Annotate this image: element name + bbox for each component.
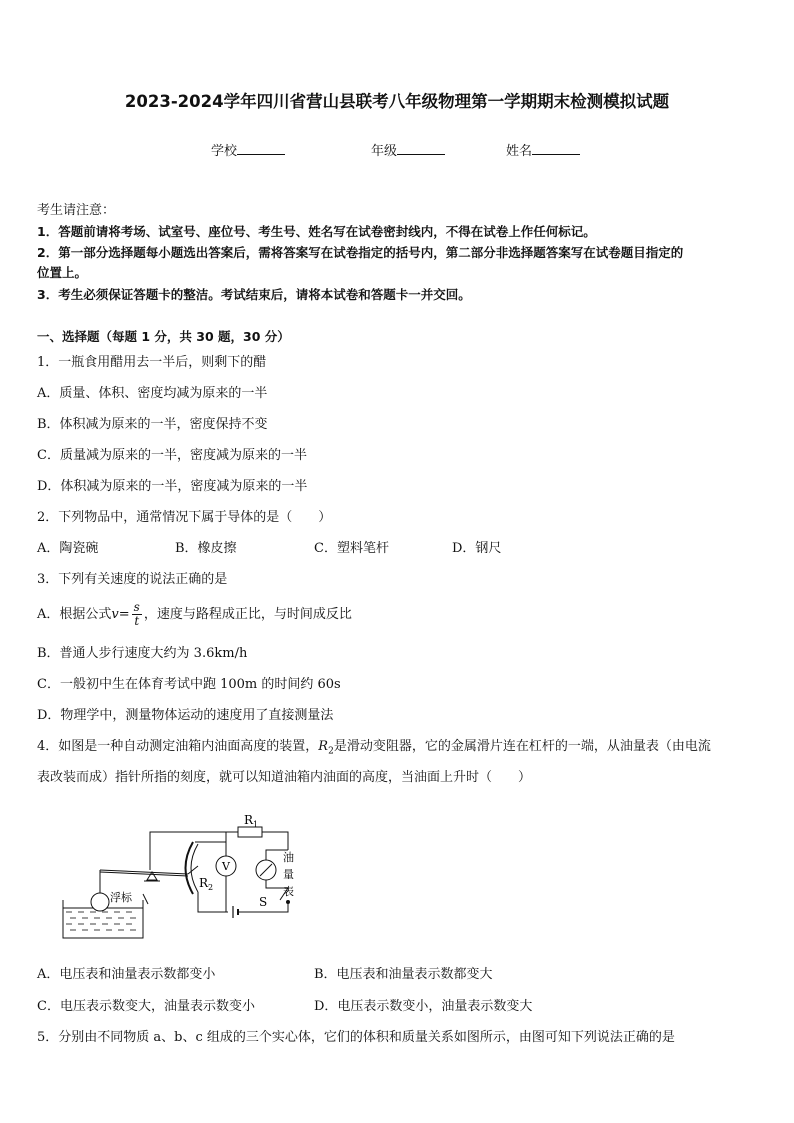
section-heading: 一、选择题（每题 1 分，共 30 题，30 分） [37, 329, 290, 344]
oil-hatching [66, 912, 136, 930]
formula-v: v [111, 607, 119, 622]
lever [100, 870, 188, 874]
gauge-label-1: 油 [283, 851, 294, 864]
slider-contact [188, 866, 198, 874]
q3-option-a-suffix: ，速度与路程成正比，与时间成反比 [143, 607, 352, 622]
wire-bottom-left [198, 892, 228, 912]
q1-option-a: A．质量、体积、密度均减为原来的一半 [37, 386, 268, 401]
q2-option-b: B．橡皮擦 [175, 541, 237, 556]
q4-option-d: D．电压表示数变小，油量表示数变大 [314, 999, 533, 1014]
q4-r2-subscript: 2 [328, 746, 334, 757]
grade-field [371, 140, 445, 159]
name-field [506, 140, 580, 159]
q1-option-b: B．体积减为原来的一半，密度保持不变 [37, 417, 268, 432]
r1-label: $R_1$ [244, 813, 259, 829]
q3-option-c: C．一般初中生在体育考试中跑 100m 的时间约 60s [37, 677, 341, 692]
school-blank [237, 142, 285, 155]
oil-gauge-circuit-diagram [58, 808, 318, 948]
meter-needle [260, 864, 272, 876]
notice-item-1: 1．答题前请将考场、试室号、座位号、考生号、姓名写在试卷密封线内，不得在试卷上作任何标记。 [37, 224, 596, 239]
r2-label: $R_2$ [199, 876, 214, 892]
q1-stem: 1．一瓶食用醋用去一半后，则剩下的醋 [37, 355, 267, 370]
grade-label: 年级 [371, 144, 398, 159]
voltmeter-label: V [222, 860, 230, 873]
q5-stem: 5．分别由不同物质 a、b、c 组成的三个实心体，它们的体积和质量关系如图所示，由图可知下列说法正确的是 [37, 1030, 675, 1045]
gauge-label-3: 表 [283, 885, 294, 898]
formula-fraction [132, 601, 142, 628]
q2-option-d: D．钢尺 [452, 541, 502, 556]
q1-option-d: D．体积减为原来的一半，密度减为原来的一半 [37, 479, 308, 494]
notice-heading: 考生请注意： [37, 203, 116, 218]
q4-stem-prefix: 4．如图是一种自动测定油箱内油面高度的装置， [37, 739, 319, 754]
name-label: 姓名 [506, 144, 533, 159]
school-field [211, 140, 285, 159]
grade-blank [397, 142, 445, 155]
q3-option-b: B．普通人步行速度大约为 3.6km/h [37, 646, 248, 661]
wire-top-right [262, 832, 288, 850]
notice-item-3: 3．考生必须保证答题卡的整洁。考试结束后，请将本试卷和答题卡一并交回。 [37, 287, 471, 302]
q4-stem-line-2: 表改装而成）指针所指的刻度，就可以知道油箱内油面的高度，当油面上升时（ ） [37, 770, 532, 785]
school-label: 学校 [211, 144, 238, 159]
float-label: 浮标 [110, 891, 132, 904]
r2-resistor-arc [186, 842, 194, 894]
lever-pivot [147, 872, 157, 880]
q1-option-c: C．质量减为原来的一半，密度减为原来的一半 [37, 448, 307, 463]
q4-stem-line-1 [37, 738, 711, 761]
q2-option-c: C．塑料笔杆 [314, 541, 389, 556]
q2-stem: 2．下列物品中，通常情况下属于导体的是（ ） [37, 510, 332, 525]
formula-denominator: t [134, 614, 140, 628]
q3-option-a-prefix: A．根据公式 [37, 607, 112, 622]
notice-item-2: 2．第一部分选择题每小题选出答案后，需将答案写在试卷指定的括号内，第二部分非选择题答案写在试卷题目指定的 [37, 245, 684, 260]
formula-equals: = [118, 607, 130, 622]
float [91, 893, 109, 911]
q4-option-c: C．电压表示数变大，油量表示数变小 [37, 999, 255, 1014]
q4-stem-suffix: 是滑动变阻器，它的金属滑片连在杠杆的一端，从油量表（由电流 [333, 739, 711, 754]
q4-r2-symbol: R [318, 739, 329, 754]
q3-option-a [37, 600, 352, 630]
resistor-r1 [238, 827, 262, 837]
formula-numerator: s [133, 600, 140, 614]
exam-title: 2023-2024学年四川省营山县联考八年级物理第一学期期末检测模拟试题 [124, 92, 670, 111]
q4-option-a: A．电压表和油量表示数都变小 [37, 967, 216, 982]
switch-label: S [259, 895, 268, 909]
name-blank [532, 142, 580, 155]
q3-stem: 3．下列有关速度的说法正确的是 [37, 572, 228, 587]
q3-option-d: D．物理学中，测量物体运动的速度用了直接测量法 [37, 708, 334, 723]
q2-option-a: A．陶瓷碗 [37, 541, 99, 556]
gauge-label-2: 量 [283, 868, 294, 881]
notice-item-2-cont: 位置上。 [37, 265, 88, 280]
q4-option-b: B．电压表和油量表示数都变大 [314, 967, 493, 982]
